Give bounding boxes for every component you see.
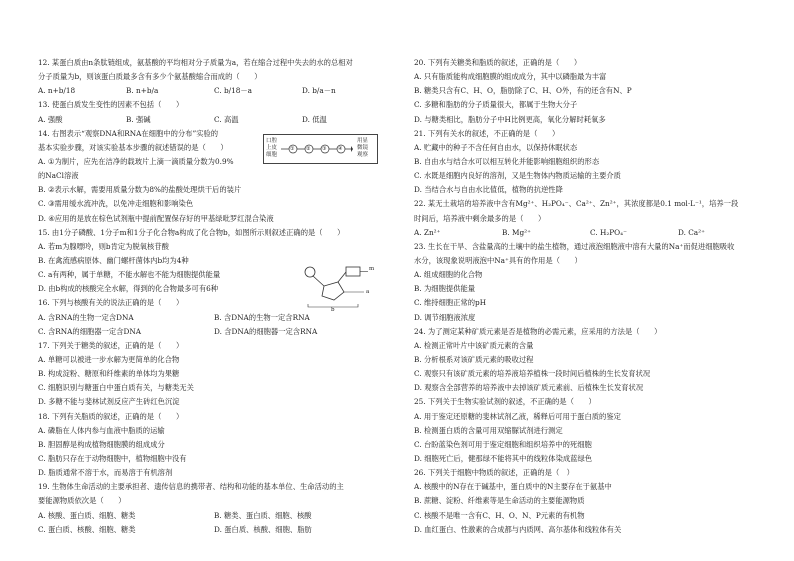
flow-left-label-3: 细胞 [266,152,278,158]
q19-options-row2 [38,523,390,537]
q14-option-b: B. ②表示水解，需要用质量分数为8%的盐酸处理烘干后的装片 [38,185,242,195]
q21-option-d: D. 当结合水与自由水比值低，植物的抗逆性降 [414,185,563,195]
nucleotide-label-a: a [366,289,370,295]
q24-stem: 24. 为了测定某种矿质元素是否是植物的必需元素，应采用的方法是（ ） [414,326,662,336]
q23-option-c: C. 维持细胞正常的pH [414,298,487,308]
q12-option-a: A. n+b/18 [38,86,76,96]
q14-option-c: C. ③需用缓水流冲洗，以免冲走细胞和影响染色 [38,199,194,209]
q26-option-a: A. 核酸中的N存在于碱基中，蛋白质中的N主要存在于氨基中 [414,482,612,492]
q24-option-b: B. 分析根系对该矿质元素的吸收过程 [414,354,534,364]
flow-right-label-3: 观察 [357,152,369,158]
q13-option-d: D. 低温 [302,114,327,124]
q15-nucleotide-diagram [298,262,376,314]
q13-options [38,113,390,127]
q23-stem-line2: 水分，该现象说明液泡中Na⁺具有的作用是（ ） [414,255,582,265]
q25-option-b: B. 检测蛋白质的含量可用双缩脲试剂进行测定 [414,425,563,435]
q26-option-b: B. 蔗糖、淀粉、纤维素等是生命活动的主要能源物质 [414,496,585,506]
q12-option-c: C. b/18－a [214,86,253,96]
flow-right-label-2: 微镜 [357,145,369,151]
q16-option-d: D. 含DNA的细胞器一定含RNA [214,326,318,336]
q18-option-a: A. 磷脂在人体内参与血液中脂质的运输 [38,425,165,435]
q12-option-b: B. n+b/a [126,86,159,96]
q22-options [414,226,766,240]
q12-options [38,84,390,98]
q14-option-a-line1: A. ①为制片，应先在洁净的载玻片上滴一滴质量分数为0.9% [38,156,234,166]
q22-stem-line2: 时间后，培养液中剩余最多的是（ ） [414,213,546,223]
q26-stem: 26. 下列关于细胞中物质的叙述，正确的是（ ） [414,468,574,478]
q22-option-d: D. Ca²⁺ [678,227,705,237]
q18-option-c: C. 脂肪只存在于动物细胞中，植物细胞中没有 [38,453,187,463]
q14-stem-line1: 14. 右图表示“观察DNA和RNA在细胞中的分布”实验的 [38,128,219,138]
q22-option-a: A. Zn²⁺ [414,227,441,237]
q16-stem: 16. 下列与核酸有关的说法正确的是（ ） [38,298,184,308]
q19-option-d: D. 蛋白质、核酸、细胞、脂肪 [214,524,312,534]
q19-option-a: A. 核酸、蛋白质、细胞、糖类 [38,510,136,520]
q25-option-d: D. 细胞死亡后，健那绿不能将其中的线粒体染成蓝绿色 [414,453,593,463]
q13-option-a: A. 强酸 [38,114,63,124]
q26-option-c: C. 核酸不是唯一含有C、H、O、N、P元素的有机物 [414,510,585,520]
q24-option-a: A. 检测正常叶片中该矿质元素的含量 [414,340,534,350]
right-column [414,56,766,537]
q15-option-d: D. 由b构成的核酸完全水解，得到的化合物最多可有6种 [38,284,219,294]
q20-stem: 20. 下列有关糖类和脂质的叙述，正确的是（ ） [414,58,582,67]
q22-stem-line1: 22. 某无土栽培的培养液中含有Mg²⁺、H₂PO₄⁻、Ca²⁺、Zn²⁺，其浓度都是0.1 mol·L⁻¹，培养一段 [414,199,739,209]
q17-option-a: A. 单糖可以被进一步水解为更简单的化合物 [38,354,180,364]
q15-option-c: C. a有两种，属于单糖，不能水解也不能为细胞提供能量 [38,270,221,280]
q13-option-c: C. 高温 [214,114,239,124]
q13-stem: 13. 使蛋白质发生变性的因素不包括（ ） [38,100,184,110]
q15-option-b: B. 在禽流感病原体、幽门螺杆菌体内b均为4种 [38,255,189,265]
q23-option-b: B. 为细胞提供能量 [414,284,476,294]
q23-stem-line1: 23. 生长在干旱、含盐量高的土壤中的盐生植物，通过液泡细胞液中溶有大量的Na⁺而促进细胞吸收 [414,241,735,251]
q19-option-b: B. 糖类、蛋白质、细胞、核酸 [214,510,312,520]
q25-option-a: A. 用于鉴定还原糖的斐林试剂乙液，稀释后可用于蛋白质的鉴定 [414,411,621,421]
q21-option-a: A. 贮藏中的种子不含任何自由水，以保持休眠状态 [414,142,578,152]
q24-option-d: D. 观察含全部营养的培养液中去掉该矿质元素前、后植株生长发育状况 [414,383,644,393]
q14-stem-line2: 基本实验步骤，对该实验基本步骤的叙述错误的是（ ） [38,142,228,152]
q12-stem-line1: 12. 某蛋白质由n条肽链组成，氨基酸的平均相对分子质量为a，若在缩合过程中失去的水的总相对 [38,58,353,67]
q19-stem-line2: 要能源物质依次是（ ） [38,496,126,506]
q14-option-a-line2: 的NaCl溶液 [38,171,79,181]
q19-options-row1 [38,509,390,523]
q13-option-b: B. 强碱 [126,114,151,124]
nucleotide-structure [298,262,376,314]
q12-option-d: D. b/a－n [302,86,336,96]
flow-step-4: ④ [338,146,343,152]
q17-option-c: C. 细胞识别与糖蛋白中蛋白质有关，与糖类无关 [38,383,194,393]
q23-option-d: D. 调节细胞液浓度 [414,312,476,322]
q20-option-d: D. 与糖类相比，脂肪分子中H比例更高，氧化分解时耗氧多 [414,114,606,124]
q17-stem: 17. 下列关于糖类的叙述，正确的是（ ） [38,340,184,350]
q16-option-c: C. 含RNA的细胞器一定含DNA [38,326,141,336]
q23-option-a: A. 组成细胞的化合物 [414,270,483,280]
q19-stem-line1: 19. 生物体生命活动的主要承担者、遗传信息的携带者、结构和功能的基本单位、生命活动的主 [38,482,344,492]
q14-flow-diagram [263,134,378,164]
q25-stem: 25. 下列关于生物实验试剂的叙述，不正确的是（ ） [414,397,596,407]
q12-stem-line2: 分子质量为b，则该蛋白质最多含有多少个氨基酸缩合而成的（ ） [38,72,262,82]
q20-option-a: A. 只有脂质能构成细胞膜的组成成分，其中以磷脂最为丰富 [414,72,607,82]
flow-right-label-1: 用显 [357,138,369,144]
q16-option-a: A. 含RNA的生物一定含DNA [38,312,134,322]
q20-option-b: B. 糖类只含有C、H、O，脂肪除了C、H、O外，有的还含有N、P [414,86,632,96]
flow-step-1: ① [290,146,295,152]
q26-option-d: D. 血红蛋白、性激素的合成都与内质网、高尔基体和线粒体有关 [414,524,622,534]
q17-option-d: D. 多糖不能与斐林试剂反应产生砖红色沉淀 [38,397,180,407]
flow-left-label-2: 上皮 [266,145,278,151]
q24-option-c: C. 观察只有该矿质元素的培养液培养植株一段时间后植株的生长发育状况 [414,369,651,379]
q21-stem: 21. 下列有关水的叙述，不正确的是（ ） [414,128,560,138]
q18-option-d: D. 脂质通常不溶于水，而易溶于有机溶剂 [38,468,173,478]
q15-option-a: A. 若m为腺嘌呤，则b肯定为脱氧核苷酸 [38,241,169,251]
q16-option-b: B. 含DNA的生物一定含RNA [214,312,310,322]
q18-stem: 18. 下列有关脂质的叙述，正确的是（ ） [38,411,184,421]
q22-option-c: C. H₂PO₄⁻ [590,227,627,237]
q17-option-b: B. 构成淀粉、糖原和纤维素的单体均为果糖 [38,369,180,379]
q15-stem: 15. 由1分子磷酸、1分子m和1分子化合物a构成了化合物b，如图所示则叙述正确的是（ ） [38,227,345,237]
q22-option-b: B. Mg²⁺ [502,227,531,237]
q18-option-b: B. 胆固醇是构成植物细胞膜的组成成分 [38,439,165,449]
q25-option-c: C. 台盼蓝染色剂可用于鉴定细胞和组织培养中的死细胞 [414,439,592,449]
flow-step-2: ② [306,146,311,152]
q14-option-d: D. ④应用的是放在棕色试剂瓶中提前配置保存好的甲基绿吡罗红混合染液 [38,213,274,223]
q19-option-c: C. 蛋白质、核酸、细胞、糖类 [38,524,136,534]
nucleotide-label-m: m [369,266,375,272]
q21-option-b: B. 自由水与结合水可以相互转化并能影响细胞组织的形态 [414,156,600,166]
q21-option-c: C. 水既是细胞内良好的溶剂，又是生物体内物质运输的主要介质 [414,171,621,181]
flow-left-label-1: 口腔 [266,138,278,144]
flow-step-3: ③ [322,146,327,152]
q16-options-row2 [38,325,390,339]
q20-option-c: C. 多糖和脂肪的分子质量很大，都属于生物大分子 [414,100,578,110]
nucleotide-label-b: b [331,307,335,313]
